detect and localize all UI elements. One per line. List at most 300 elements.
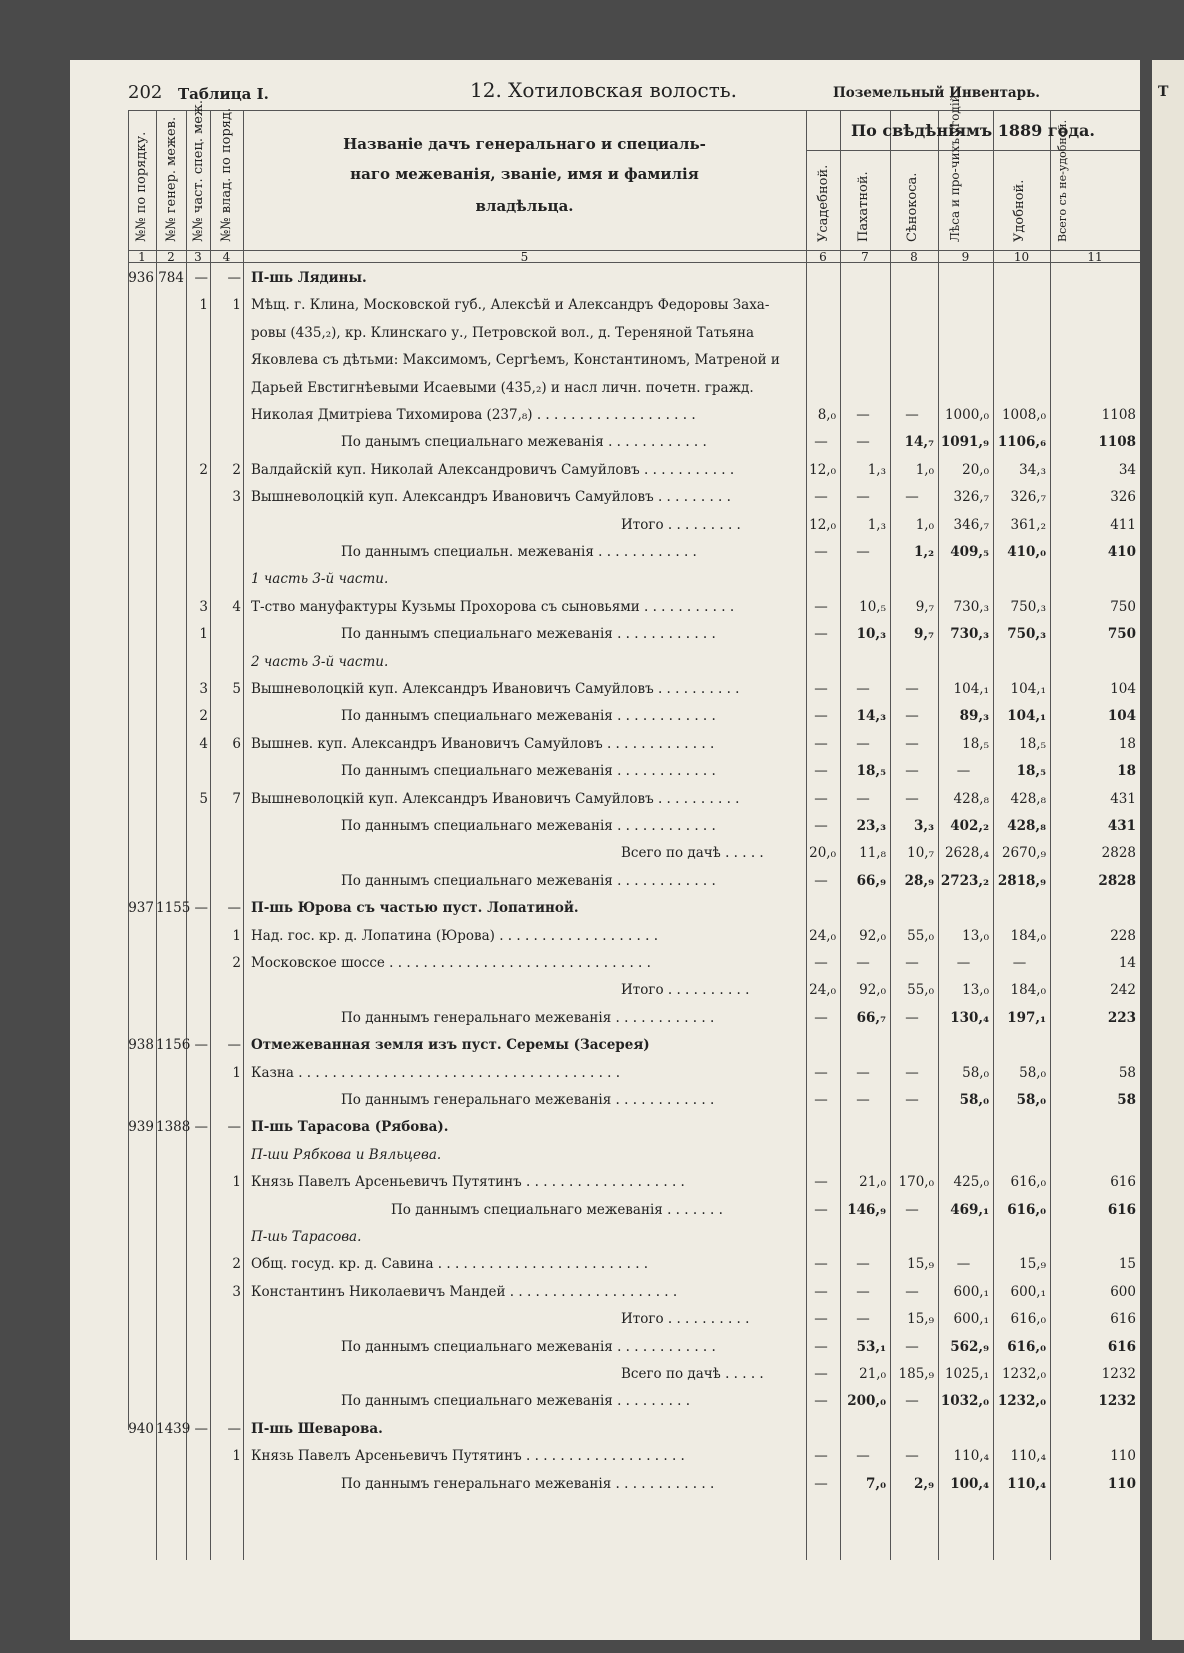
row-description: Яковлева съ дѣтьми: Максимомъ, Сергѣемъ, Константиномъ, Матреной и [251,352,780,369]
row-value-col10: 184,₀ [1010,982,1046,999]
row-value-col11: 34 [1118,461,1136,478]
row-description: Всего по дачѣ . . . . . [621,845,764,862]
row-value-col8: — [905,1201,919,1218]
col-header-order: №№ по порядку. [134,131,149,242]
row-value-col11: 750 [1110,598,1136,615]
row-value-col11: 110 [1107,1475,1136,1492]
row-value-col7: — [856,790,870,807]
row-value-col6: — [814,790,828,807]
row-description: По даннымъ специальнаго межеванія . . . . . . . . . . . . [341,1338,716,1355]
name-heading-line3: владѣльца. [475,197,574,215]
row-value-col9: 1000,₀ [944,407,989,423]
row-value-col11: 616 [1110,1174,1136,1191]
col-header-les: Лѣса и про-чихъ угодій. [948,90,962,242]
row-value-col8: — [905,763,919,780]
row-general-no: 1439 [156,1420,191,1437]
row-owner-no: 2 [232,461,241,478]
row-value-col11: 58 [1118,1064,1136,1081]
row-value-col9: 130,₄ [950,1009,989,1026]
row-order-no: 940 [128,1420,154,1437]
row-description: Константинъ Николаевичъ Мандей . . . . . . . . . . . . . . . . . . . . [251,1283,678,1300]
row-description: По даннымъ специальнаго межеванія . . . . . . . . . [341,1393,691,1410]
row-value-col10: 750,₃ [1007,626,1046,643]
row-general-no: 1388 [156,1119,191,1136]
column-number: 9 [961,250,970,264]
row-value-col7: — [856,1064,870,1081]
row-description: Т-ство мануфактуры Кузьмы Прохорова съ сыновьями . . . . . . . . . . . [251,598,735,615]
name-heading-line2: наго межеванія, званіе, имя и фамилія [350,165,699,183]
row-description: Отмежеванная земля изъ пуст. Серемы (Засерея) [251,1037,650,1054]
row-value-col11: 431 [1107,818,1136,834]
row-value-col10: 410,₀ [1007,544,1046,560]
row-value-col7: 66,₉ [856,872,886,889]
row-owner-no: 5 [232,681,241,697]
row-value-col11: 228 [1110,927,1136,944]
row-value-col9: — [956,763,971,780]
col-header-udob: Удобной. [1012,179,1027,242]
row-description: П-шь Шеварова. [251,1420,383,1437]
group-heading: По свѣдѣніямъ 1889 года. [851,121,1095,140]
row-value-col6: — [814,955,828,971]
row-value-col9: 20,₀ [962,461,989,478]
row-value-col11: 104 [1110,681,1136,697]
row-value-col8: — [905,1283,919,1300]
row-value-col6: — [814,818,828,834]
row-value-col6: — [814,735,828,752]
row-value-col11: 1108 [1098,434,1136,451]
row-description: Казна . . . . . . . . . . . . . . . . . . . . . . . . . . . . . . . . . . . . . . [251,1064,621,1081]
column-number: 1 [138,250,146,264]
row-value-col6: 24,₀ [809,927,836,944]
row-owner-no: 1 [232,927,241,944]
row-description: П-шь Тарасова (Рябова). [251,1119,449,1136]
row-special-no: 2 [199,461,208,478]
row-value-col9: 730,₃ [950,626,989,643]
row-value-col10: 616,₀ [1007,1201,1046,1218]
row-value-col9: 58,₀ [959,1092,989,1108]
row-description: Общ. госуд. кр. д. Савина . . . . . . . . . . . . . . . . . . . . . . . . . [251,1256,649,1273]
row-owner-no: 6 [232,735,241,752]
row-value-col11: 616 [1110,1311,1136,1328]
column-number: 8 [910,250,918,264]
row-value-col6: — [814,1256,828,1273]
col-header-general: №№ генер. межев. [164,116,179,242]
row-description: Князь Павелъ Арсеньевичъ Путятинъ . . . . . . . . . . . . . . . . . . . [251,1448,685,1465]
row-value-col9: 425,₀ [953,1174,989,1191]
row-value-col7: — [856,1256,870,1273]
col-header-owner: №№ влад. по поряд. [219,107,234,242]
row-special-no: — [194,1420,208,1437]
row-value-col6: — [814,1475,828,1492]
row-value-col8: 185,₉ [898,1366,934,1382]
row-special-no: 3 [199,681,208,697]
row-value-col11: 18 [1117,763,1136,780]
row-value-col6: — [814,1448,828,1465]
row-description: Вышнев. куп. Александръ Ивановичъ Самуйловъ . . . . . . . . . . . . . [251,735,715,752]
row-description: П-шь Тарасова. [251,1229,362,1245]
row-order-no: 938 [128,1037,154,1054]
row-value-col9: 18,₅ [962,735,989,752]
row-description: Всего по дачѣ . . . . . [621,1366,764,1382]
row-description: По даннымъ генеральнаго межеванія . . . . . . . . . . . . [341,1092,715,1108]
row-value-col9: 562,₉ [950,1338,989,1355]
row-value-col9: 409,₅ [950,544,989,560]
row-value-col11: 600 [1110,1283,1136,1300]
row-value-col10: 2670,₉ [1001,845,1046,862]
row-value-col7: 200,₀ [847,1393,886,1410]
row-general-no: 1155 [156,900,191,917]
row-description: По данымъ специальнаго межеванія . . . . . . . . . . . . [341,434,707,451]
row-description: 2 часть 3-й части. [251,653,389,670]
row-description: По даннымъ специальнаго межеванія . . . . . . . [391,1201,723,1218]
row-value-col10: 184,₀ [1010,927,1046,944]
row-order-no: 936 [128,270,154,286]
row-value-col9: 110,₄ [953,1448,989,1465]
row-description: По даннымъ специальнаго межеванія . . . . . . . . . . . . [341,818,716,834]
row-value-col7: 92,₀ [859,982,886,999]
row-value-col9: 58,₀ [962,1064,989,1081]
row-value-col8: 10,₇ [907,845,934,862]
row-value-col8: — [905,708,919,725]
row-description: Валдайскій куп. Николай Александровичъ Самуйловъ . . . . . . . . . . . [251,461,735,478]
row-value-col9: 600,₁ [953,1311,989,1328]
row-value-col6: — [814,598,828,615]
row-value-col7: 10,₃ [856,626,886,643]
column-number: 6 [819,250,827,264]
row-value-col6: — [814,763,828,780]
row-value-col8: 15,₉ [907,1311,934,1328]
row-value-col11: 18 [1118,735,1136,752]
page-title: 12. Хотиловская волость. [470,78,738,102]
row-general-no: 1156 [156,1037,191,1054]
row-description: По даннымъ специальнаго межеванія . . . . . . . . . . . . [341,763,716,780]
row-value-col8: — [905,790,919,807]
row-value-col11: 242 [1110,982,1136,999]
row-value-col8: 9,₇ [913,626,934,643]
column-number: 3 [194,250,202,264]
row-value-col6: — [814,434,828,451]
row-value-col10: 15,₉ [1019,1256,1046,1273]
row-value-col6: 12,₀ [809,461,836,478]
row-value-col7: 146,₉ [847,1201,886,1218]
row-value-col11: 104 [1107,708,1136,725]
row-description: Итого . . . . . . . . . . [621,982,750,999]
row-description: Московское шоссе . . . . . . . . . . . . . . . . . . . . . . . . . . . . . . . [251,955,651,971]
row-description: Над. гос. кр. д. Лопатина (Юрова) . . . . . . . . . . . . . . . . . . . [251,927,658,944]
row-value-col8: — [905,489,919,506]
row-value-col7: 11,₈ [859,845,886,862]
row-value-col6: — [814,1393,828,1410]
row-value-col7: 18,₅ [856,763,886,780]
row-value-col11: 110 [1110,1448,1136,1465]
row-value-col10: 428,₈ [1007,818,1046,834]
name-heading-line1: Названіе дачъ генеральнаго и специаль- [343,135,706,153]
row-value-col8: — [905,1448,919,1465]
row-description: По даннымъ специальнаго межеванія . . . . . . . . . . . . [341,872,716,889]
row-value-col10: 2818,₉ [997,872,1046,889]
row-value-col7: 21,₀ [859,1174,886,1191]
row-description: По даннымъ специальнаго межеванія . . . . . . . . . . . . [341,626,716,643]
row-value-col7: — [856,407,870,423]
row-order-no: 939 [128,1119,154,1136]
row-value-col10: 750,₃ [1010,598,1046,615]
row-value-col6: — [814,1201,828,1218]
col-header-total: Всего съ не-удобной. [1056,119,1069,242]
row-value-col6: — [814,1311,828,1328]
row-owner-no: 1 [232,1448,241,1465]
row-value-col7: 92,₀ [859,927,886,944]
row-value-col6: — [814,1366,828,1382]
row-value-col10: 34,₃ [1019,461,1046,478]
row-value-col8: 9,₇ [915,598,934,615]
row-value-col7: — [856,1092,870,1108]
row-value-col8: 14,₇ [904,434,934,451]
row-value-col9: 2628,₄ [944,845,989,862]
row-description: 1 часть 3-й части. [251,571,389,588]
row-value-col8: 55,₀ [907,927,934,944]
row-special-no: 3 [199,598,208,615]
row-value-col6: — [814,1009,828,1026]
row-description: Николая Дмитріева Тихомирова (237,₈) . . . . . . . . . . . . . . . . . . . [251,407,696,423]
row-value-col6: — [814,489,828,506]
row-value-col9: 346,₇ [953,516,989,533]
row-special-no: 5 [199,790,208,807]
column-number: 2 [167,250,175,264]
row-special-no: — [194,1119,208,1136]
column-number: 4 [222,250,231,264]
row-value-col9: 600,₁ [953,1283,989,1300]
row-value-col11: 223 [1107,1009,1136,1026]
row-value-col8: 3,₃ [913,818,934,834]
row-value-col9: 13,₀ [962,927,989,944]
row-value-col9: 1091,₉ [940,434,989,451]
row-value-col9: 100,₄ [950,1475,989,1492]
row-value-col10: 58,₀ [1016,1092,1046,1108]
row-value-col11: 1108 [1101,407,1136,423]
row-value-col7: 10,₅ [859,598,886,615]
row-value-col7: 14,₃ [856,708,886,725]
col-header-usad: Усадебной. [816,164,831,242]
row-owner-no: — [227,1037,241,1054]
row-value-col8: 170,₀ [898,1174,934,1191]
row-description: Вышневолоцкій куп. Александръ Ивановичъ Самуйловъ . . . . . . . . . . [251,790,740,807]
document-page [70,60,1140,1640]
row-value-col8: 1,₂ [913,544,934,560]
row-value-col10: 1106,₆ [997,434,1046,451]
row-value-col10: 1232,₀ [997,1393,1046,1410]
row-value-col9: 1032,₀ [940,1393,989,1410]
row-description: По даннымъ генеральнаго межеванія . . . . . . . . . . . . [341,1475,715,1492]
row-value-col11: 616 [1107,1338,1136,1355]
row-owner-no: — [227,270,241,286]
column-number: 7 [861,250,869,264]
row-owner-no: 1 [232,1174,241,1191]
row-description: П-ши Рябкова и Вяльцева. [251,1146,442,1163]
row-value-col8: — [905,1092,919,1108]
row-value-col11: 2828 [1098,872,1136,889]
row-general-no: 784 [158,270,184,286]
row-value-col10: 616,₀ [1010,1311,1046,1328]
row-value-col10: 616,₀ [1007,1338,1046,1355]
row-description: П-шь Юрова съ частью пуст. Лопатиной. [251,900,579,917]
row-value-col9: 326,₇ [953,489,989,506]
row-value-col10: 326,₇ [1010,489,1046,506]
row-owner-no: — [227,1420,241,1437]
row-owner-no: 3 [232,489,241,506]
row-owner-no: 2 [232,955,241,971]
row-owner-no: 4 [232,598,241,615]
row-owner-no: — [227,1119,241,1136]
column-number: 10 [1013,250,1030,264]
row-value-col10: 18,₅ [1016,763,1046,780]
row-value-col7: — [856,735,870,752]
row-value-col9: 428,₈ [953,790,989,807]
row-value-col11: 411 [1110,516,1136,533]
row-value-col6: — [814,1283,828,1300]
row-value-col11: 410 [1107,544,1136,560]
row-value-col9: 2723,₂ [940,872,989,889]
row-description: Итого . . . . . . . . . [621,516,741,533]
row-special-no: 1 [199,297,208,314]
right-title: Поземельный Инвентарь. [833,85,1040,101]
row-value-col8: — [905,955,919,971]
row-value-col9: 13,₀ [962,982,989,999]
row-description: По даннымъ генеральнаго межеванія . . . . . . . . . . . . [341,1009,715,1026]
row-value-col6: — [814,1064,828,1081]
row-value-col8: — [905,681,919,697]
row-special-no: — [194,900,208,917]
adjacent-page-edge [1152,60,1184,1640]
row-value-col6: 8,₀ [817,407,836,423]
row-value-col8: 1,₀ [915,516,934,533]
row-value-col7: 66,₇ [856,1009,886,1026]
col-header-special: №№ част. спец. меж. [191,100,206,242]
table-label: Таблица I. [178,85,269,103]
column-number: 5 [520,250,529,264]
row-order-no: 937 [128,900,154,917]
row-value-col7: — [856,955,870,971]
row-value-col9: — [956,955,971,971]
row-value-col7: 53,₁ [856,1338,886,1355]
row-description: Мѣщ. г. Клина, Московской губ., Алексѣй и Александръ Федоровы Заха- [251,297,770,314]
row-value-col7: 7,₀ [865,1475,886,1492]
row-value-col10: 197,₁ [1007,1009,1046,1026]
row-value-col11: 58 [1117,1092,1136,1108]
page-number: 202 [128,82,163,103]
row-value-col8: — [905,407,919,423]
row-value-col11: 750 [1107,626,1136,643]
row-value-col7: — [856,434,870,451]
row-value-col8: 1,₀ [915,461,934,478]
row-owner-no: 1 [232,297,241,314]
row-value-col7: — [856,544,870,560]
row-value-col9: 1025,₁ [944,1366,989,1382]
row-value-col7: — [856,1283,870,1300]
row-value-col11: 1232 [1098,1393,1136,1410]
row-description: Вышневолоцкій куп. Александръ Ивановичъ Самуйловъ . . . . . . . . . . [251,681,740,697]
row-value-col6: 12,₀ [809,516,836,533]
row-value-col9: 89,₃ [959,708,989,725]
row-value-col6: — [814,1092,828,1108]
row-value-col6: — [814,1174,828,1191]
row-value-col11: 326 [1110,489,1136,506]
row-value-col11: 431 [1110,790,1136,807]
row-value-col10: 18,₅ [1019,735,1046,752]
row-owner-no: 3 [232,1283,241,1300]
row-description: Князь Павелъ Арсеньевичъ Путятинъ . . . . . . . . . . . . . . . . . . . [251,1174,685,1191]
row-value-col11: 14 [1118,955,1136,971]
row-value-col10: 616,₀ [1010,1174,1046,1191]
row-value-col11: 2828 [1101,845,1136,862]
row-description: По даннымъ специальн. межеванія . . . . . . . . . . . . [341,544,697,560]
row-special-no: — [194,270,208,286]
row-value-col6: — [814,544,828,560]
row-value-col9: 104,₁ [953,681,989,697]
row-value-col9: — [956,1256,971,1273]
row-value-col10: 110,₄ [1007,1475,1046,1492]
row-value-col7: — [856,1311,870,1328]
row-description: По даннымъ специальнаго межеванія . . . . . . . . . . . . [341,708,716,725]
row-special-no: 1 [199,626,208,643]
row-value-col7: 23,₃ [856,818,886,834]
row-value-col6: 24,₀ [809,982,836,999]
row-value-col9: 469,₁ [950,1201,989,1218]
row-value-col11: 15 [1118,1256,1136,1273]
row-value-col7: — [856,489,870,506]
row-value-col10: 1232,₀ [1001,1366,1046,1382]
row-value-col10: 1008,₀ [1001,407,1046,423]
row-value-col10: 110,₄ [1010,1448,1046,1465]
row-description: Итого . . . . . . . . . . [621,1311,750,1328]
row-value-col8: 55,₀ [907,982,934,999]
row-value-col8: 15,₉ [907,1256,934,1273]
row-special-no: 2 [199,708,208,725]
col-header-pakh: Пахатной. [856,171,871,242]
row-value-col8: — [905,1009,919,1026]
row-value-col10: 104,₁ [1010,681,1046,697]
row-value-col10: 104,₁ [1007,708,1046,725]
row-value-col11: 616 [1107,1201,1136,1218]
row-value-col8: — [905,1393,919,1410]
row-owner-no: 1 [232,1064,241,1081]
row-value-col8: 2,₉ [913,1475,934,1492]
row-value-col6: — [814,626,828,643]
row-description: П-шь Лядины. [251,270,367,286]
row-value-col8: — [905,1064,919,1081]
row-special-no: 4 [199,735,208,752]
row-description: ровы (435,₂), кр. Клинскаго у., Петровской вол., д. Тереняной Татьяна [251,324,755,341]
row-value-col7: 1,₃ [867,461,886,478]
next-page-fragment: Т [1158,84,1169,100]
row-value-col6: 20,₀ [809,845,836,862]
row-value-col9: 402,₂ [950,818,989,834]
row-value-col7: — [856,1448,870,1465]
row-description: Дарьей Евстигнѣевыми Исаевыми (435,₂) и насл личн. почетн. гражд. [251,379,754,396]
row-owner-no: — [227,900,241,917]
row-value-col10: — [1012,955,1027,971]
row-special-no: — [194,1037,208,1054]
row-value-col6: — [814,1338,828,1355]
row-value-col7: 21,₀ [859,1366,886,1382]
row-value-col10: 600,₁ [1010,1283,1046,1300]
row-value-col6: — [814,681,828,697]
row-owner-no: 7 [232,790,241,807]
row-value-col6: — [814,872,828,889]
row-value-col9: 730,₃ [953,598,989,615]
row-value-col10: 361,₂ [1010,516,1046,533]
row-value-col8: — [905,735,919,752]
row-description: Вышневолоцкій куп. Александръ Ивановичъ Самуйловъ . . . . . . . . . [251,489,731,506]
